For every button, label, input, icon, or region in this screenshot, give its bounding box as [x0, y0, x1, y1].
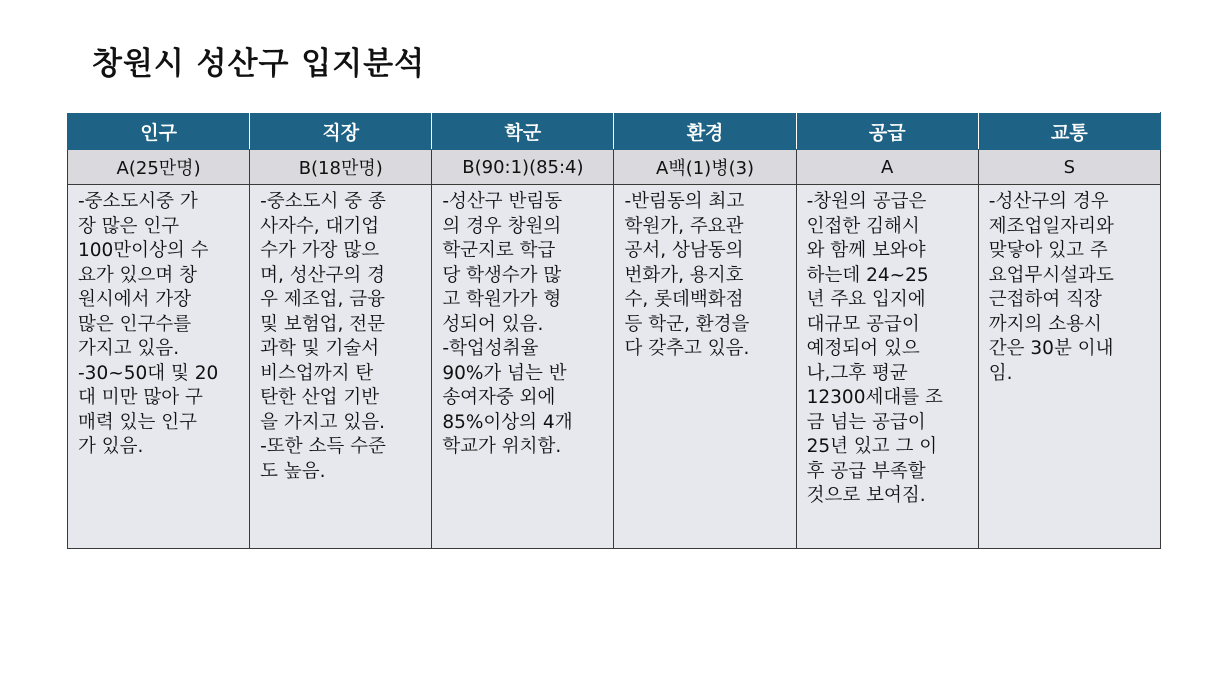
header-environment: 환경: [614, 113, 796, 150]
description-row: [68, 185, 1161, 549]
description-environment: -반림동의 최고 학원가, 주요관 공서, 상남동의 번화가, 용지호 수, 롯데백화점 등 학군, 환경을 다 갖추고 있음.: [614, 185, 796, 549]
description-population: -중소도시중 가 장 많은 인구 100만이상의 수 요가 있으며 창 원시에서 가장 많은 인구수를 가지고 있음. -30~50대 및 20 대 미만 많아 구 매력 있는 인구 가 있음.: [68, 185, 250, 549]
header-supply: 공급: [796, 113, 978, 150]
grade-transportation: S: [978, 150, 1160, 185]
header-transportation: 교통: [978, 113, 1160, 150]
description-workplace: -중소도시 중 종 사자수, 대기업 수가 가장 많으 며, 성산구의 경 우 제조업, 금융 및 보험업, 전문 과학 및 기술서 비스업까지 탄 탄한 산업 기반 을 가지고 있음. -또한 소득 수준 도 높음.: [250, 185, 432, 549]
description-supply: -창원의 공급은 인접한 김해시 와 함께 보와야 하는데 24~25 년 주요 입지에 대규모 공급이 예정되어 있으 나,그후 평균 12300세대를 조 금 넘는 공급이 25년 있고 그 이 후 공급 부족할 것으로 보여짐.: [796, 185, 978, 549]
page-title: 창원시 성산구 입지분석: [92, 46, 426, 82]
header-population: 인구: [68, 113, 250, 150]
description-transportation: -성산구의 경우 제조업일자리와 맞닿아 있고 주 요업무시설과도 근접하여 직장 까지의 소용시 간은 30분 이내 임.: [978, 185, 1160, 549]
grade-population: A(25만명): [68, 150, 250, 185]
grade-supply: A: [796, 150, 978, 185]
grade-school-district: B(90:1)(85:4): [432, 150, 614, 185]
header-school-district: 학군: [432, 113, 614, 150]
header-workplace: 직장: [250, 113, 432, 150]
description-school-district: -성산구 반림동 의 경우 창원의 학군지로 학급 당 학생수가 많 고 학원가가 형 성되어 있음. -학업성취율 90%가 넘는 반 송여자중 외에 85%이상의 4개 학교가 위치함.: [432, 185, 614, 549]
grade-environment: A백(1)병(3): [614, 150, 796, 185]
table-header-row: [68, 113, 1161, 150]
grade-workplace: B(18만명): [250, 150, 432, 185]
grade-row: [68, 150, 1161, 185]
location-analysis-table: [67, 112, 1161, 549]
